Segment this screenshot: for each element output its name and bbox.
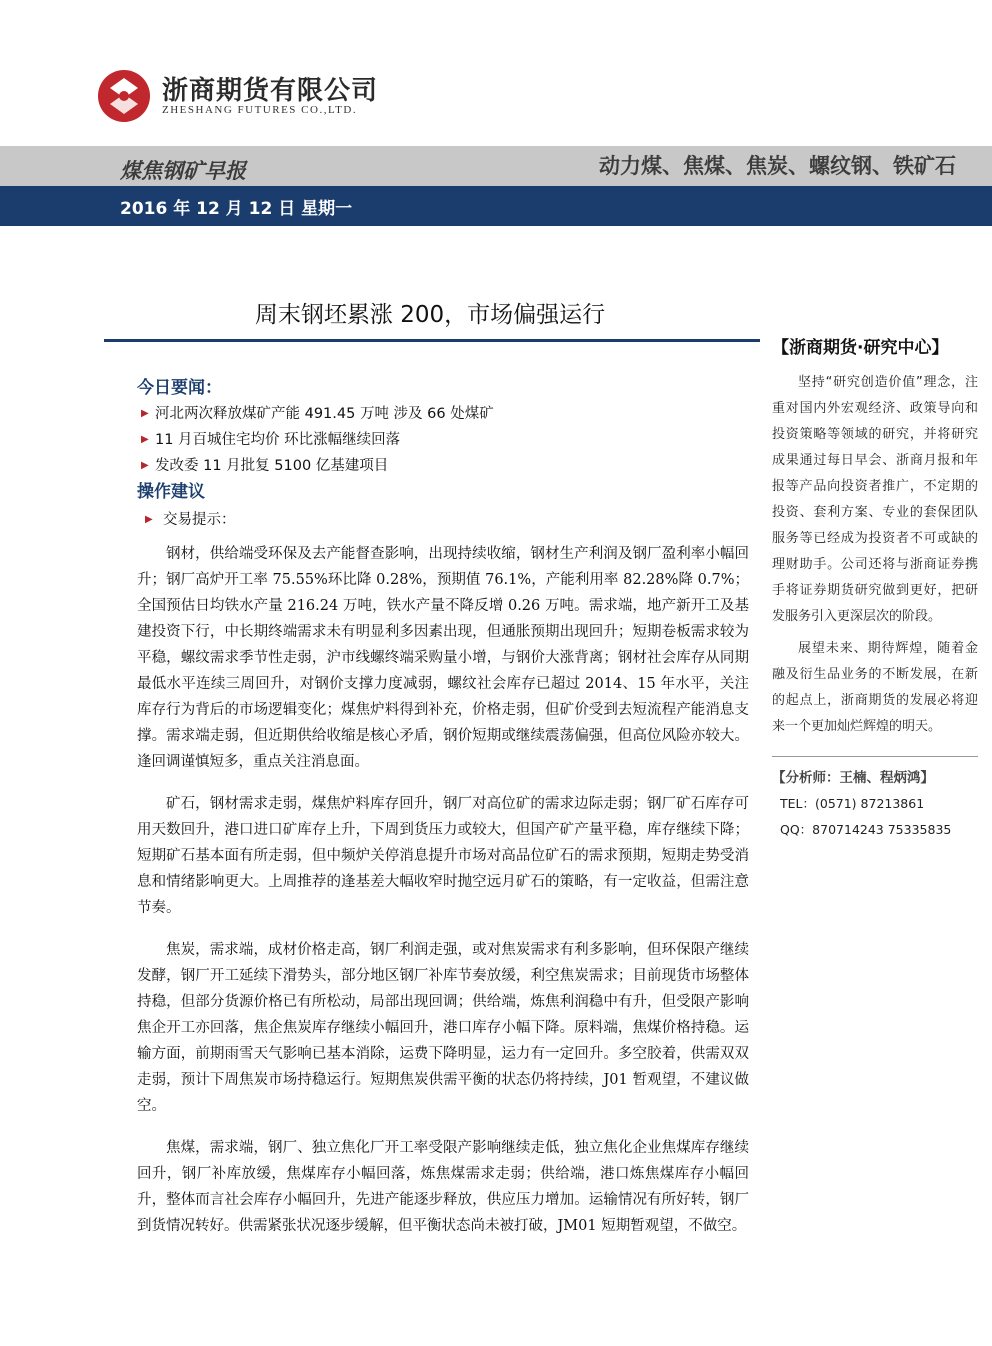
research-center-tag: 【浙商期货·研究中心】 — [772, 338, 949, 358]
contact-tel: TEL：(0571) 87213861 — [780, 796, 925, 811]
report-name: 煤焦钢矿早报 — [120, 159, 246, 183]
iron-ore-paragraph: 矿石，钢材需求走弱，煤焦炉料库存回升，钢厂对高位矿的需求边际走弱；钢厂矿石库存可用天数回升，港口进口矿库存上升，下周到货压力或较大，但国产矿产量平稳，库存继续下降；短期矿石基本面有所走弱，但中频炉关停消息提升市场对高品位矿石的需求预期，短期走势受消息和情绪影响更大。上周推荐的逢基差大幅收窄时抛空远月矿石的策略，有一定收益，但需注意节奏。 — [137, 796, 749, 916]
main-content — [137, 375, 749, 1255]
trading-tip-text: 交易提示： — [163, 512, 236, 528]
advice-section-title: 操作建议 — [137, 482, 205, 502]
bullet-arrow-icon: ▶ — [145, 514, 153, 525]
news-item-text: 河北两次释放煤矿产能 491.45 万吨 涉及 66 处煤矿 — [155, 406, 494, 422]
covered-products: 动力煤、焦煤、焦炭、螺纹钢、铁矿石 — [599, 154, 956, 178]
news-item-text: 发改委 11 月批复 5100 亿基建项目 — [155, 458, 389, 474]
coking-coal-paragraph: 焦煤，需求端，钢厂、独立焦化厂开工率受限产影响继续走低，独立焦化企业焦煤库存继续回升，钢厂补库放缓，焦煤库存小幅回落，炼焦煤需求走弱；供给端，港口炼焦煤库存小幅回升，整体而言社会库存小幅回升，先进产能逐步释放，供应压力增加。运输情况有所好转，钢厂到货情况转好。供需紧张状况逐步缓解，但平衡状态尚未被打破，JM01 短期暂观望，不做空。 — [137, 1140, 749, 1234]
bullet-arrow-icon: ▶ — [141, 460, 149, 471]
sidebar-divider — [772, 756, 978, 757]
company-name-cn: 浙商期货有限公司 — [162, 76, 379, 106]
company-logo — [96, 64, 379, 124]
sidebar-intro: 坚持“研究创造价值”理念，注重对国内外宏观经济、政策导向和投资策略等领域的研究，并将研究成果通过每日早会、浙商月报和年报等产品向投资者推广，不定期的投资、套利方案、专业的套保团队服务等已经成为投资者不可或缺的理财助手。公司还将与浙商证券携手将证券期货研究做到更好，把研发服务引入更深层次的阶段。 — [772, 375, 978, 624]
headline: 周末钢坯累涨 200，市场偏强运行 — [254, 302, 606, 328]
news-item — [137, 453, 749, 479]
report-date: 2016 年 12 月 12 日 星期一 — [120, 199, 353, 219]
contact-qq: QQ：870714243 75335835 — [780, 822, 952, 837]
company-name-en: ZHESHANG FUTURES CO.,LTD. — [162, 104, 358, 116]
headline-divider — [104, 339, 760, 342]
bullet-arrow-icon: ▶ — [141, 408, 149, 419]
news-item — [137, 427, 749, 453]
steel-paragraph: 钢材，供给端受环保及去产能督查影响，出现持续收缩，钢材生产利润及钢厂盈利率小幅回升；钢厂高炉开工率 75.55%环比降 0.28%，预期值 76.1%，产能利用率 82.28%降 0.7%；全国预估日均铁水产量 216.24 万吨，铁水产量不降反增 0.26 万吨。需求端，地产新开工及基建投资下行，中长期终端需求未有明显利多因素出现，但通胀预期出现回升；短期卷板需求较为平稳，螺纹需求季节性走弱，沪市线螺终端采购量小增，与钢价大涨背离；钢材社会库存从同期最低水平连续三周回升，对钢价支撑力度减弱，螺纹社会库存已超过 2014、15 年水平，关注库存行为背后的市场逻辑变化；煤焦炉料得到补充，价格走弱，但矿价受到去短流程产能消息支撑。需求端走弱，但近期供给收缩是核心矛盾，钢价短期或继续震荡偏强，但高位风险亦较大。逢回调谨慎短多，重点关注消息面。 — [137, 546, 749, 770]
news-section-title: 今日要闻： — [137, 378, 222, 398]
trading-tip-label — [137, 505, 749, 535]
sidebar — [772, 370, 978, 843]
company-logo-icon — [96, 68, 152, 124]
sidebar-outlook: 展望未来、期待辉煌，随着金融及衍生品业务的不断发展，在新的起点上，浙商期货的发展必将迎来一个更加灿烂辉煌的明天。 — [772, 641, 978, 734]
analyst-names: 【分析师：王楠、程炳鸿】 — [772, 770, 934, 786]
news-item — [137, 401, 749, 427]
coke-paragraph: 焦炭，需求端，成材价格走高，钢厂利润走强，或对焦炭需求有利多影响，但环保限产继续发酵，钢厂开工延续下滑势头，部分地区钢厂补库节奏放缓，利空焦炭需求；目前现货市场整体持稳，但部分货源价格已有所松动，局部出现回调；供给端，炼焦利润稳中有升，但受限产影响焦企开工亦回落，焦企焦炭库存继续小幅回升，港口库存小幅下降。原料端，焦煤价格持稳。运输方面，前期雨雪天气影响已基本消除，运费下降明显，运力有一定回升。多空胶着，供需双双走弱，预计下周焦炭市场持稳运行。短期焦炭供需平衡的状态仍将持续，J01 暂观望，不建议做空。 — [137, 942, 749, 1114]
news-item-text: 11 月百城住宅均价 环比涨幅继续回落 — [155, 432, 401, 448]
bullet-arrow-icon: ▶ — [141, 434, 149, 445]
